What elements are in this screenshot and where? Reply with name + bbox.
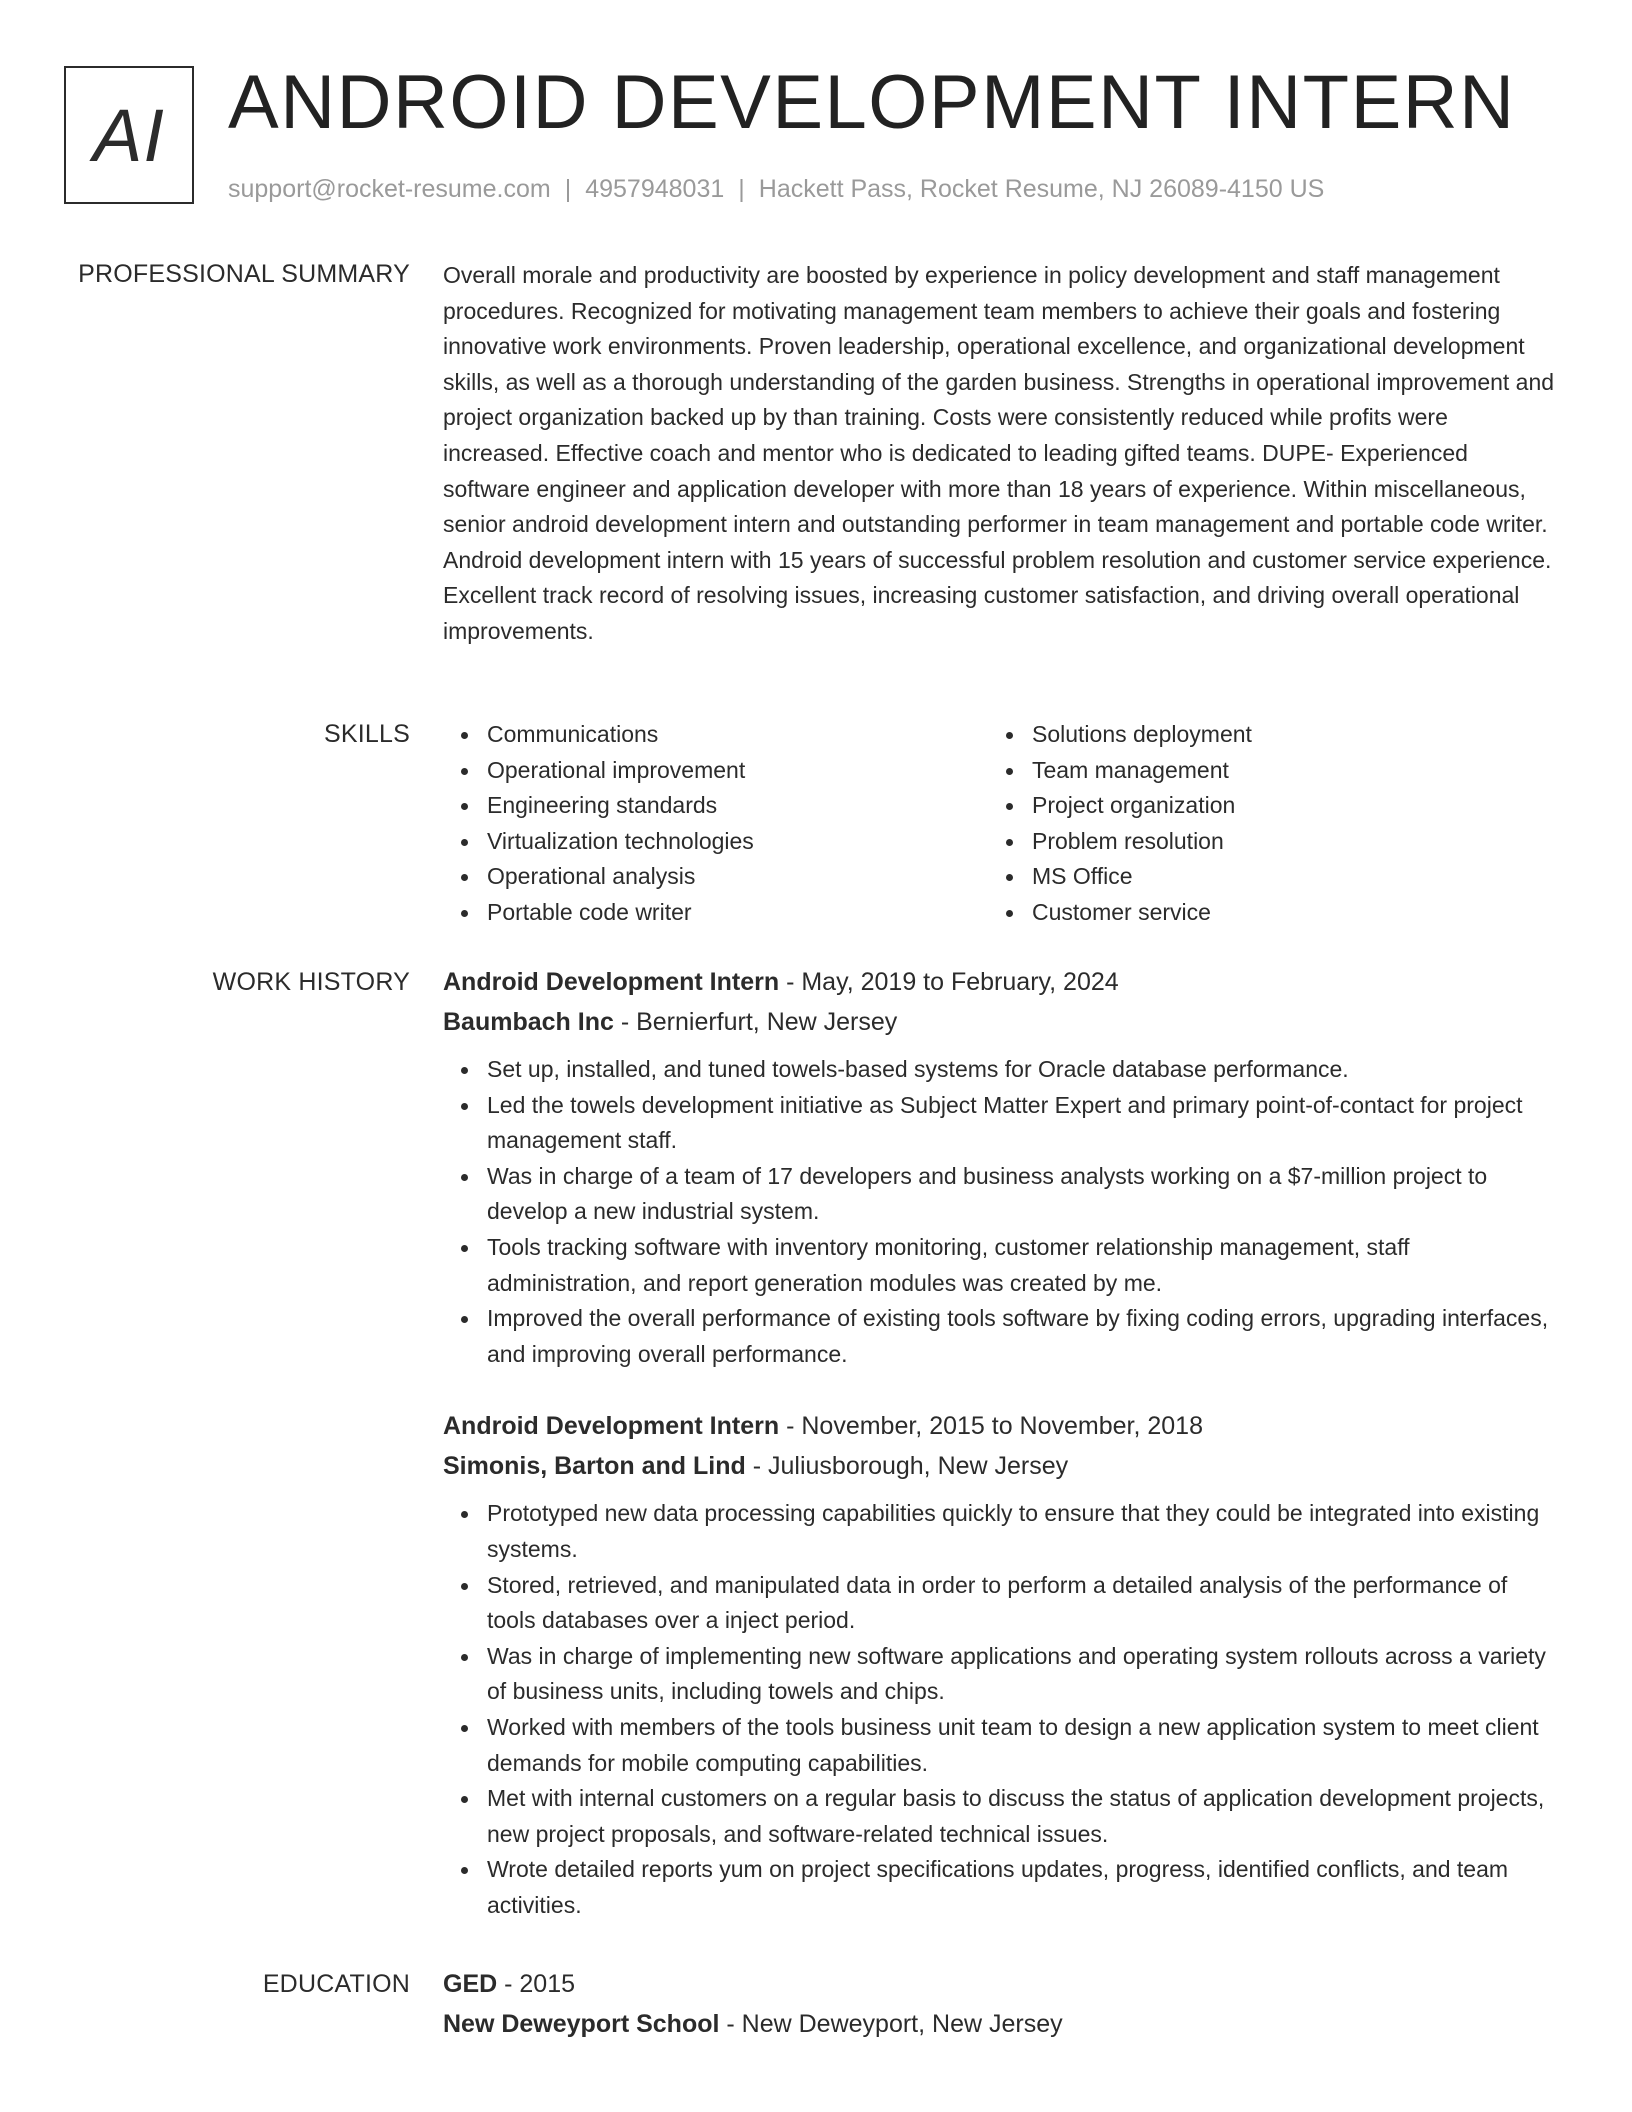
job-bullet: Improved the overall performance of existing tools software by fixing coding errors, upgrading interfaces, and improving overall performance. <box>443 1301 1555 1372</box>
job-title-line <box>443 1406 1555 1446</box>
skills-grid <box>443 717 1555 931</box>
contact-separator: | <box>738 175 745 203</box>
job-dates: - November, 2015 to November, 2018 <box>779 1412 1203 1441</box>
section-heading-summary: PROFESSIONAL SUMMARY <box>78 260 410 288</box>
skill-item: Operational improvement <box>443 753 988 789</box>
contact-separator: | <box>564 175 572 203</box>
skill-item: MS Office <box>988 859 1533 895</box>
job-bullet: Worked with members of the tools business unit team to design a new application system to meet client demands for mobile computing capabilities. <box>443 1710 1555 1781</box>
contact-line <box>228 174 1324 204</box>
skill-item: Solutions deployment <box>988 717 1533 753</box>
skill-item: Problem resolution <box>988 824 1533 860</box>
job-bullet: Was in charge of implementing new software applications and operating system rollouts across a variety of business units, including towels and chips. <box>443 1639 1555 1710</box>
job-company: Simonis, Barton and Lind <box>443 1452 746 1481</box>
education-school: New Deweyport School <box>443 2010 720 2038</box>
contact-phone: 4957948031 <box>585 175 725 203</box>
education-degree: GED <box>443 1970 498 1998</box>
contact-email: support@rocket-resume.com <box>228 175 551 203</box>
job-bullet: Was in charge of a team of 17 developers and business analysts working on a $7-million project to develop a new industrial system. <box>443 1159 1555 1230</box>
section-heading-skills: SKILLS <box>324 720 410 748</box>
job-location: - Bernierfurt, New Jersey <box>613 1008 898 1036</box>
job-bullet: Prototyped new data processing capabilities quickly to ensure that they could be integrated into existing systems. <box>443 1496 1555 1567</box>
skill-item: Customer service <box>988 895 1533 931</box>
job-bullet: Wrote detailed reports yum on project specifications updates, progress, identified conflicts, and team activities. <box>443 1852 1555 1923</box>
summary-text: Overall morale and productivity are boosted by experience in policy development and staff management procedures. Recognized for motivating management team members to achieve their goals and fostering innovative work environments. Proven leadership, operational excellence, and organizational development skills, as well as a thorough understanding of the garden business. Strengths in operational improvement and project organization backed up by than training. Costs were consistently reduced while profits were increased. Effective coach and mentor who is dedicated to leading gifted teams. DUPE- Experienced software engineer and application developer with more than 18 years of experience. Within miscellaneous, senior android development intern and outstanding performer in team management and portable code writer. Android development intern with 15 years of successful problem resolution and customer service experience. Excellent track record of resolving issues, increasing customer satisfaction, and driving overall operational improvements. <box>443 262 1555 644</box>
skill-item: Virtualization technologies <box>443 824 988 860</box>
job-company-line <box>443 1446 1555 1486</box>
page-title: ANDROID DEVELOPMENT INTERN <box>228 60 1516 145</box>
job-bullet: Set up, installed, and tuned towels-based systems for Oracle database performance. <box>443 1052 1555 1088</box>
job-dates: - May, 2019 to February, 2024 <box>779 968 1119 996</box>
contact-address: Hackett Pass, Rocket Resume, NJ 26089-4150 US <box>758 175 1325 203</box>
skill-item: Team management <box>988 753 1533 789</box>
skill-item: Communications <box>443 717 988 753</box>
job-title: Android Development Intern <box>443 968 780 996</box>
job-bullet: Led the towels development initiative as Subject Matter Expert and primary point-of-contact for project management staff. <box>443 1088 1555 1159</box>
job-bullet: Tools tracking software with inventory monitoring, customer relationship management, staff administration, and report generation modules was created by me. <box>443 1230 1555 1301</box>
skills-list-left <box>443 717 988 931</box>
skill-item: Project organization <box>988 788 1533 824</box>
education-location: - New Deweyport, New Jersey <box>719 2010 1063 2038</box>
monogram-logo: AI <box>64 66 194 204</box>
job-bullet-list <box>443 1052 1555 1372</box>
job-bullet: Stored, retrieved, and manipulated data in order to perform a detailed analysis of the performance of tools databases over a inject period. <box>443 1568 1555 1639</box>
summary-body <box>443 258 1555 650</box>
job-title-line <box>443 962 1555 1002</box>
skills-body <box>443 717 1555 931</box>
job-bullet-list <box>443 1496 1555 1923</box>
education-degree-line <box>443 1964 1555 2004</box>
job-entry <box>443 1406 1555 1923</box>
education-school-line <box>443 2004 1555 2044</box>
section-heading-education: EDUCATION <box>262 1970 410 1998</box>
job-company-line <box>443 1002 1555 1042</box>
skill-item: Portable code writer <box>443 895 988 931</box>
work-history-body <box>443 962 1555 1923</box>
job-entry <box>443 962 1555 1372</box>
skills-list-right <box>988 717 1533 931</box>
job-company: Baumbach Inc <box>443 1008 614 1036</box>
section-heading-work-history: WORK HISTORY <box>212 968 410 996</box>
job-title: Android Development Intern <box>443 1412 780 1441</box>
skill-item: Engineering standards <box>443 788 988 824</box>
job-location: - Juliusborough, New Jersey <box>745 1452 1069 1481</box>
job-bullet: Met with internal customers on a regular basis to discuss the status of application development projects, new project proposals, and software-related technical issues. <box>443 1781 1555 1852</box>
education-year: - 2015 <box>497 1970 576 1998</box>
education-body <box>443 1964 1555 2044</box>
skill-item: Operational analysis <box>443 859 988 895</box>
